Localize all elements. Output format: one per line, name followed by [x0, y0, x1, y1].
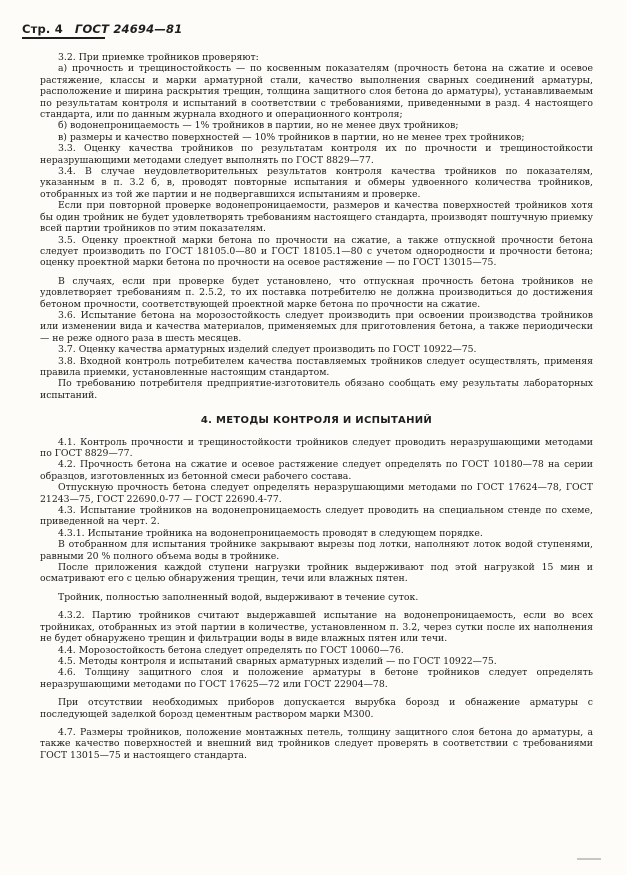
clause-4-6-cont: При отсутствии необходимых приборов допускается вырубка борозд и обнажение арматуры с последующей заделкой борозд цементным раствором марки М300.	[40, 697, 593, 720]
clause-4-3-2: 4.3.2. Партию тройников считают выдержавшей испытание на водонепроницаемость, если во всех тройниках, отобранных из этой партии в количестве, установленном п. 3.2, через сутки после их наполнения не будет обнаружено трещин и фильтрации воды в виде влажных пятен или течи.	[40, 610, 593, 645]
clause-3-6: 3.6. Испытание бетона на морозостойкость следует производить при освоении производства тройников или изменении вида и качества материалов, применяемых для приготовления бетона, а также периодически — не реже одного раза в шесть месяцев.	[40, 309, 593, 344]
scan-mark	[577, 858, 601, 860]
clause-3-3: 3.3. Оценку качества тройников по результатам контроля их по прочности и трещиностойкости неразрушающими методами следует выполнять по ГОСТ 8829—77.	[40, 143, 593, 166]
clause-3-2-a: а) прочность и трещиностойкость — по косвенным показателям (прочность бетона на сжатие и осевое растяжение, классы и марки арматурной стали, качество выполнения сварных соединений арматуры, расположение и ширина раскрытия трещин, толщина защитного слоя бетона до арматуры), устанавливаемым по результатам контроля и испытаний в соответствии с требованиями, приведенными в разд. 4 настоящего стандарта, или по данным журнала входного и операционного контроля;	[40, 63, 593, 121]
document-body	[40, 52, 593, 761]
clause-3-4-cont: Если при повторной проверке водонепроницаемости, размеров и качества поверхностей тройников хотя бы один тройник не будет удовлетворять требованиям настоящего стандарта, производят поштучную приемку всей партии тройников по этим показателям.	[40, 200, 593, 235]
clause-4-5: 4.5. Методы контроля и испытаний сварных арматурных изделий — по ГОСТ 10922—75.	[58, 655, 497, 667]
header-rule	[22, 37, 105, 39]
clause-4-2: 4.2. Прочность бетона на сжатие и осевое растяжение следует определять по ГОСТ 10180—78 на серии образцов, изготовленных из бетонной смеси рабочего состава.	[40, 459, 593, 482]
clause-4-6: 4.6. Толщину защитного слоя и положение арматуры в бетоне тройников следует определять неразрушающими методами по ГОСТ 17625—72 или ГОСТ 22904—78.	[40, 667, 593, 690]
clause-4-3-1-day: Тройник, полностью заполненный водой, выдерживают в течение суток.	[58, 591, 419, 603]
clause-3-2: 3.2. При приемке тройников проверяют:	[58, 52, 259, 63]
clause-4-1: 4.1. Контроль прочности и трещиностойкости тройников следует проводить неразрушающими методами по ГОСТ 8829—77.	[40, 436, 593, 459]
clause-4-3-1: 4.3.1. Испытание тройника на водонепроницаемость проводят в следующем порядке.	[58, 527, 483, 539]
clause-3-8-cont: По требованию потребителя предприятие-изготовитель обязано сообщать ему результаты лабораторных испытаний.	[40, 378, 593, 401]
clause-3-7: 3.7. Оценку качества арматурных изделий следует производить по ГОСТ 10922—75.	[58, 344, 477, 356]
clause-4-3-1-load: После приложения каждой ступени нагрузки тройник выдерживают под этой нагрузкой 15 мин и осматривают его с целью обнаружения трещин, течи или влажных пятен.	[40, 562, 593, 585]
clause-4-3: 4.3. Испытание тройников на водонепроницаемость следует проводить на специальном стенде по схеме, приведенной на черт. 2.	[40, 505, 593, 528]
clause-3-2-c: в) размеры и качество поверхностей — 10% тройников в партии, но не менее трех тройников;	[58, 131, 525, 143]
clause-4-4: 4.4. Морозостойкость бетона следует определять по ГОСТ 10060—76.	[58, 644, 404, 656]
clause-3-8: 3.8. Входной контроль потребителем качества поставляемых тройников следует осуществлять, применяя правила приемки, установленные настоящим стандартом.	[40, 355, 593, 378]
section-title: 4. МЕТОДЫ КОНТРОЛЯ И ИСПЫТАНИЙ	[200, 415, 433, 427]
document-code: ГОСТ 24694—81	[74, 22, 183, 36]
clause-3-4: 3.4. В случае неудовлетворительных результатов контроля качества тройников по показателям, указанным в п. 3.2 б, в, проводят повторные испытания и обмеры удвоенного количества тройников, отобранных из той же партии и не подвергавшихся испытаниям и проверке.	[40, 166, 593, 200]
page-number: Стр. 4	[22, 22, 63, 36]
clause-4-2-cont: Отпускную прочность бетона следует определять неразрушающими методами по ГОСТ 17624—78, ГОСТ 21243—75, ГОСТ 22690.0-77 — ГОСТ 22690.4-77.	[40, 482, 593, 505]
page-header	[22, 22, 182, 36]
clause-4-7: 4.7. Размеры тройников, положение монтажных петель, толщину защитного слоя бетона до арматуры, а также качество поверхностей и внешний вид тройников следует проверять в соответствии с требованиями ГОСТ 13015—75 и настоящего стандарта.	[40, 726, 593, 761]
clause-3-5-cont: В случаях, если при проверке будет установлено, что отпускная прочность бетона тройников не удовлетворяет требованиям п. 2.5.2, то их поставка потребителю не должна производиться до достижения бетоном прочности, соответствующей проектной марке бетона по прочности на сжатие.	[40, 275, 593, 310]
clause-4-3-1-cont: В отобранном для испытания тройнике закрывают вырезы под лотки, наполняют лоток водой ступенями, равными 20 % полного объема воды в тройнике.	[40, 539, 593, 562]
clause-3-5: 3.5. Оценку проектной марки бетона по прочности на сжатие, а также отпускной прочности бетона следует производить по ГОСТ 18105.0—80 и ГОСТ 18105.1—80 с учетом однородности и прочности бетона; оценку проектной марки бетона по прочности на осевое растяжение — по ГОСТ 13015—75.	[40, 234, 593, 269]
clause-3-2-b: б) водонепроницаемость — 1% тройников в партии, но не менее двух тройников;	[58, 120, 459, 132]
